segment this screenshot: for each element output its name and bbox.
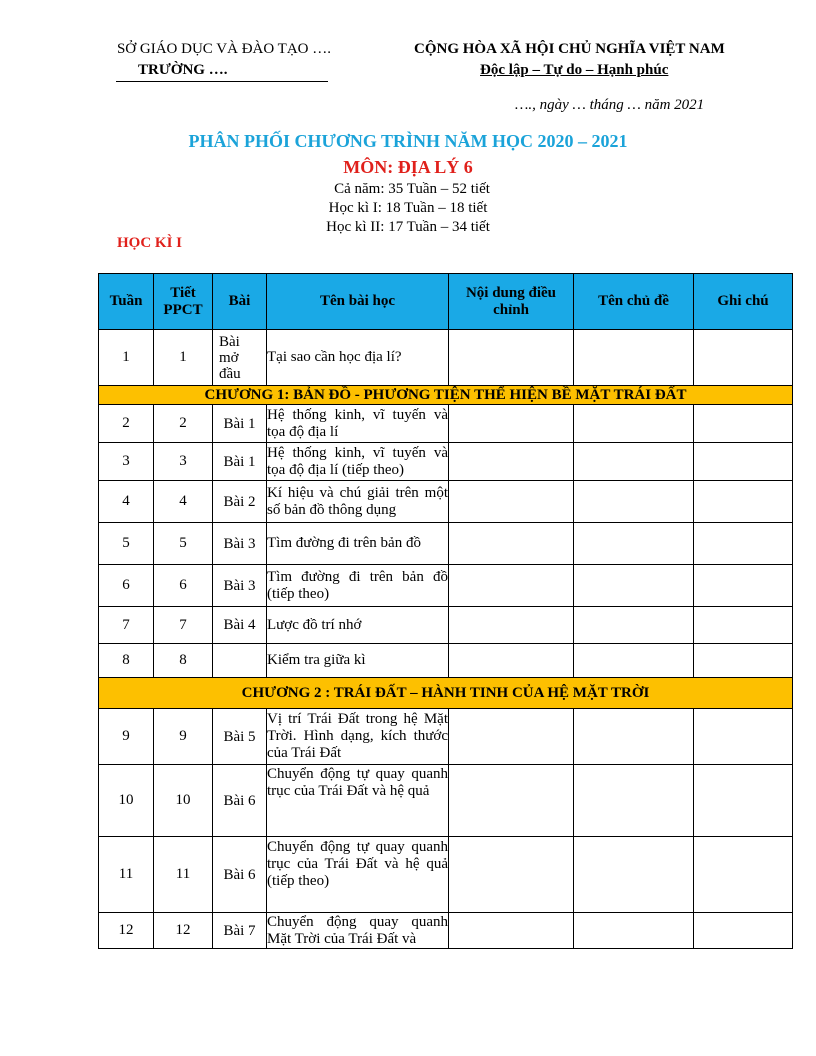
- cell-noi-dung: [449, 644, 574, 678]
- cell-noi-dung: [449, 443, 574, 481]
- table-row: [99, 330, 793, 386]
- cell-chu-de: [574, 330, 694, 386]
- cell-chu-de: [574, 481, 694, 523]
- cell-bai: Bài 3: [213, 523, 267, 565]
- cell-noi-dung: [449, 837, 574, 913]
- cell-ten: Chuyển động tự quay quanh trục của Trái Đất và hệ quả: [267, 765, 449, 837]
- header-ten-bai-hoc: Tên bài học: [267, 274, 449, 330]
- date-line: …., ngày … tháng … năm 2021: [515, 97, 705, 113]
- nation-heading: CỘNG HÒA XÃ HỘI CHỦ NGHĨA VIỆT NAM: [414, 41, 725, 57]
- table-row: [99, 481, 793, 523]
- cell-noi-dung: [449, 913, 574, 949]
- cell-ten: Hệ thống kinh, vĩ tuyến và tọa độ địa lí: [267, 405, 449, 443]
- school-name: TRƯỜNG ….: [138, 62, 228, 78]
- table-row: [99, 443, 793, 481]
- header-tuan: Tuần: [99, 274, 154, 330]
- cell-chu-de: [574, 443, 694, 481]
- school-underline: [116, 81, 328, 82]
- cell-ten: Lược đồ trí nhớ: [267, 607, 449, 644]
- cell-tuan: 3: [99, 443, 154, 481]
- cell-chu-de: [574, 837, 694, 913]
- summary-term1: Học kì I: 18 Tuần – 18 tiết: [328, 200, 488, 216]
- cell-bai: Bài 5: [213, 709, 267, 765]
- subject-title: MÔN: ĐỊA LÝ 6: [343, 157, 473, 177]
- cell-ghi-chu: [694, 443, 793, 481]
- cell-ghi-chu: [694, 405, 793, 443]
- cell-noi-dung: [449, 709, 574, 765]
- cell-tiet: 8: [154, 644, 213, 678]
- cell-ghi-chu: [694, 913, 793, 949]
- table-row: [99, 644, 793, 678]
- cell-noi-dung: [449, 330, 574, 386]
- header-bai: Bài: [213, 274, 267, 330]
- cell-tuan: 9: [99, 709, 154, 765]
- cell-noi-dung: [449, 481, 574, 523]
- cell-chu-de: [574, 913, 694, 949]
- cell-ten: Tại sao cần học địa lí?: [267, 330, 449, 386]
- table-row: [99, 565, 793, 607]
- cell-chu-de: [574, 644, 694, 678]
- table-header-row: [99, 274, 793, 330]
- cell-ghi-chu: [694, 837, 793, 913]
- cell-tuan: 10: [99, 765, 154, 837]
- cell-tuan: 6: [99, 565, 154, 607]
- cell-tiet: 4: [154, 481, 213, 523]
- cell-noi-dung: [449, 565, 574, 607]
- cell-ten: Hệ thống kinh, vĩ tuyến và tọa độ địa lí (tiếp theo): [267, 443, 449, 481]
- cell-noi-dung: [449, 405, 574, 443]
- semester-heading: HỌC KÌ I: [117, 235, 183, 251]
- cell-chu-de: [574, 709, 694, 765]
- cell-bai: Bài 3: [213, 565, 267, 607]
- cell-ghi-chu: [694, 709, 793, 765]
- cell-bai: Bài 4: [213, 607, 267, 644]
- national-motto: [480, 62, 668, 79]
- cell-tuan: 5: [99, 523, 154, 565]
- chapter-row: [99, 386, 793, 405]
- cell-ghi-chu: [694, 644, 793, 678]
- cell-tiet: 7: [154, 607, 213, 644]
- cell-ten: Vị trí Trái Đất trong hệ Mặt Trời. Hình dạng, kích thước của Trái Đất: [267, 709, 449, 765]
- summary-year: Cả năm: 35 Tuần – 52 tiết: [334, 181, 490, 197]
- cell-ten: Kiểm tra giữa kì: [267, 644, 449, 678]
- table-row: [99, 837, 793, 913]
- cell-tiet: 6: [154, 565, 213, 607]
- cell-noi-dung: [449, 523, 574, 565]
- cell-noi-dung: [449, 765, 574, 837]
- cell-noi-dung: [449, 607, 574, 644]
- header-noi-dung: Nội dung điều chỉnh: [449, 274, 574, 330]
- cell-ten: Kí hiệu và chú giải trên một số bản đồ thông dụng: [267, 481, 449, 523]
- cell-tuan: 1: [99, 330, 154, 386]
- cell-tiet: 1: [154, 330, 213, 386]
- table-row: [99, 709, 793, 765]
- chapter-row: [99, 678, 793, 709]
- cell-chu-de: [574, 405, 694, 443]
- document-title: PHÂN PHỐI CHƯƠNG TRÌNH NĂM HỌC 2020 – 2021: [188, 131, 628, 151]
- national-motto-text: Độc lập – Tự do – Hạnh phúc: [480, 62, 669, 78]
- header-chu-de: Tên chủ đề: [574, 274, 694, 330]
- table-row: [99, 913, 793, 949]
- cell-tiet: 12: [154, 913, 213, 949]
- cell-ghi-chu: [694, 765, 793, 837]
- cell-chu-de: [574, 523, 694, 565]
- cell-tuan: 2: [99, 405, 154, 443]
- cell-chu-de: [574, 765, 694, 837]
- cell-tuan: 4: [99, 481, 154, 523]
- cell-bai: Bài mở đầu: [213, 330, 267, 386]
- table-row: [99, 523, 793, 565]
- cell-bai: Bài 6: [213, 837, 267, 913]
- summary-term2: Học kì II: 17 Tuần – 34 tiết: [326, 219, 490, 235]
- cell-ghi-chu: [694, 330, 793, 386]
- cell-ten: Tìm đường đi trên bản đồ: [267, 523, 449, 565]
- table-row: [99, 405, 793, 443]
- cell-tiet: 11: [154, 837, 213, 913]
- cell-bai: Bài 2: [213, 481, 267, 523]
- cell-ghi-chu: [694, 481, 793, 523]
- cell-tiet: 5: [154, 523, 213, 565]
- cell-ten: Chuyển động quay quanh Mặt Trời của Trái Đất và: [267, 913, 448, 947]
- cell-chu-de: [574, 565, 694, 607]
- cell-ghi-chu: [694, 607, 793, 644]
- curriculum-table: [98, 273, 793, 949]
- cell-ten: Tìm đường đi trên bản đồ (tiếp theo): [267, 565, 449, 607]
- table-row: [99, 607, 793, 644]
- cell-tuan: 11: [99, 837, 154, 913]
- cell-bai: [213, 644, 267, 678]
- cell-tiet: 2: [154, 405, 213, 443]
- header-tiet: Tiết PPCT: [154, 274, 213, 330]
- chapter-2-title: CHƯƠNG 2 : TRÁI ĐẤT – HÀNH TINH CỦA HỆ MẶT TRỜI: [99, 678, 793, 709]
- table-row: [99, 765, 793, 837]
- cell-tiet: 10: [154, 765, 213, 837]
- cell-ghi-chu: [694, 565, 793, 607]
- cell-tiet: 9: [154, 709, 213, 765]
- cell-tuan: 12: [99, 913, 154, 949]
- cell-bai: Bài 1: [213, 443, 267, 481]
- cell-ghi-chu: [694, 523, 793, 565]
- cell-tuan: 8: [99, 644, 154, 678]
- header-ghi-chu: Ghi chú: [694, 274, 793, 330]
- cell-bai: Bài 1: [213, 405, 267, 443]
- chapter-1-title: CHƯƠNG 1: BẢN ĐỒ - PHƯƠNG TIỆN THỂ HIỆN BỀ MẶT TRÁI ĐẤT: [99, 386, 793, 405]
- cell-tuan: 7: [99, 607, 154, 644]
- cell-tiet: 3: [154, 443, 213, 481]
- department-name: SỞ GIÁO DỤC VÀ ĐÀO TẠO ….: [116, 41, 332, 57]
- cell-ten: Chuyển động tự quay quanh trục của Trái Đất và hệ quả (tiếp theo): [267, 837, 449, 913]
- cell-bai: Bài 6: [213, 765, 267, 837]
- cell-bai: Bài 7: [213, 913, 267, 949]
- cell-chu-de: [574, 607, 694, 644]
